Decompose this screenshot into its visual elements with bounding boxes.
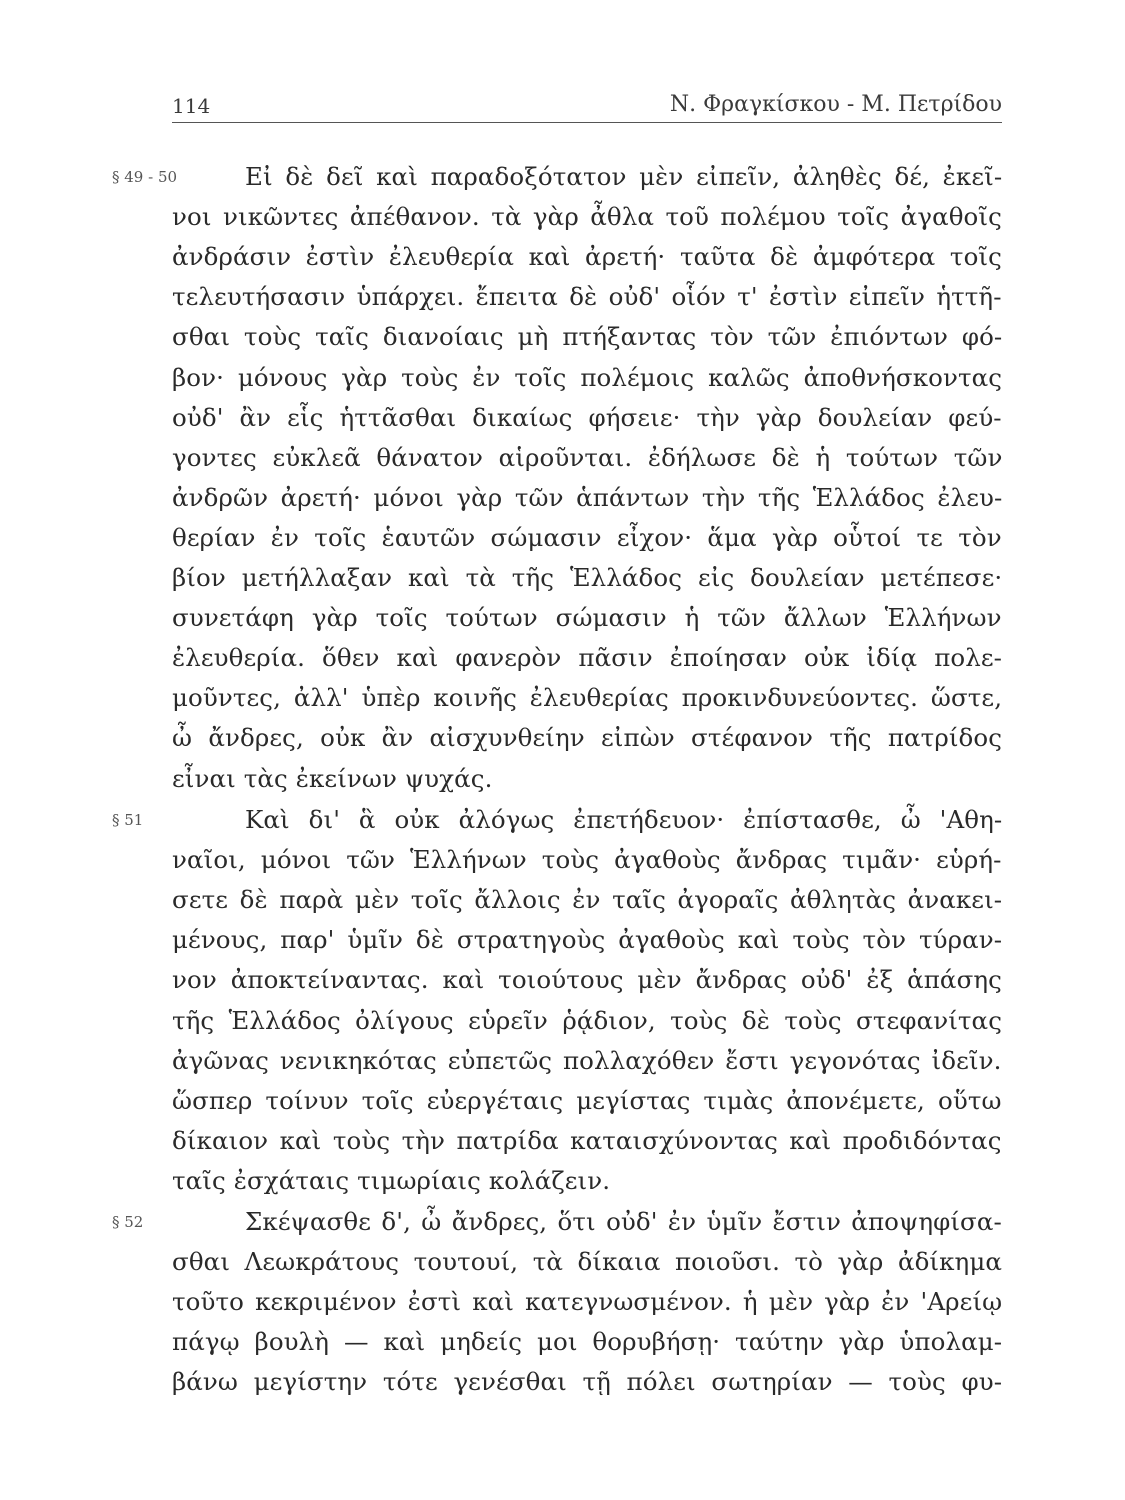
text-line: νον ἀποκτείναντας. καὶ τοιούτους μὲν ἄνδρας οὐδ' ἐξ ἁπάσης	[172, 965, 1002, 995]
section-marker: § 51	[112, 811, 144, 829]
text-line: τῆς Ἑλλάδος ὀλίγους εὑρεῖν ῥᾴδιον, τοὺς δὲ τοὺς στεφανίτας	[172, 1005, 1003, 1035]
text-line: γοντες εὐκλεᾶ θάνατον αἱροῦνται. ἐδήλωσε δὲ ἡ τούτων τῶν	[172, 442, 1003, 472]
text-line: Εἰ δὲ δεῖ καὶ παραδοξότατον μὲν εἰπεῖν, ἀληθὲς δέ, ἐκεῖ-	[245, 162, 1003, 191]
text-line: σθαι τοὺς ταῖς διανοίαις μὴ πτήξαντας τὸν τῶν ἐπιόντων φό-	[172, 322, 1003, 352]
text-line: Σκέψασθε δ', ὦ ἄνδρες, ὅτι οὐδ' ἐν ὑμῖν ἔστιν ἀποψηφίσα-	[245, 1207, 1002, 1236]
text-line: σετε δὲ παρὰ μὲν τοῖς ἄλλοις ἐν ταῖς ἀγοραῖς ἀθλητὰς ἀνακει-	[172, 885, 1003, 915]
text-line: ἀνδράσιν ἐστὶν ἐλευθερία καὶ ἀρετή· ταῦτα δὲ ἀμφότερα τοῖς	[172, 242, 1002, 272]
text-line: βίον μετήλλαξαν καὶ τὰ τῆς Ἑλλάδος εἰς δουλείαν μετέπεσε·	[172, 563, 1003, 592]
text-line: θερίαν ἐν τοῖς ἑαυτῶν σώμασιν εἶχον· ἅμα γὰρ οὗτοί τε τὸν	[172, 522, 1002, 552]
text-line: ἀνδρῶν ἀρετή· μόνοι γὰρ τῶν ἁπάντων τὴν τῆς Ἑλλάδος ἐλευ-	[172, 482, 1003, 512]
text-line: βάνω μεγίστην τότε γενέσθαι τῇ πόλει σωτηρίαν — τοὺς φυ-	[172, 1367, 1003, 1397]
text-line: μένους, παρ' ὑμῖν δὲ στρατηγοὺς ἀγαθοὺς καὶ τοὺς τὸν τύραν-	[172, 925, 1003, 955]
page-header	[172, 92, 1002, 123]
page-number: 114	[172, 94, 211, 118]
text-line: τελευτήσασιν ὑπάρχει. ἔπειτα δὲ οὐδ' οἷόν τ' ἐστὶν εἰπεῖν ἡττῆ-	[172, 282, 1002, 312]
text-line: νοι νικῶντες ἀπέθανον. τὰ γὰρ ἆθλα τοῦ πολέμου τοῖς ἀγαθοῖς	[172, 202, 1002, 232]
section-marker: § 52	[112, 1213, 144, 1231]
text-line: ἀγῶνας νενικηκότας εὐπετῶς πολλαχόθεν ἔστι γεγονότας ἰδεῖν.	[172, 1045, 1002, 1075]
text-line: Καὶ δι' ἃ οὐκ ἀλόγως ἐπετήδευον· ἐπίστασθε, ὦ 'Αθη-	[245, 805, 1003, 834]
text-line: οὐδ' ἂν εἷς ἡττᾶσθαι δικαίως φήσειε· τὴν γὰρ δουλείαν φεύ-	[172, 402, 1002, 432]
text-line: ναῖοι, μόνοι τῶν Ἑλλήνων τοὺς ἀγαθοὺς ἄνδρας τιμᾶν· εὑρή-	[172, 845, 1002, 875]
text-line: ἐλευθερία. ὅθεν καὶ φανερὸν πᾶσιν ἐποίησαν οὐκ ἰδίᾳ πολε-	[172, 643, 1003, 673]
text-line: συνετάφη γὰρ τοῖς τούτων σώμασιν ἡ τῶν ἄλλων Ἑλλήνων	[172, 603, 1002, 633]
text-line: βον· μόνους γὰρ τοὺς ἐν τοῖς πολέμοις καλῶς ἀποθνήσκοντας	[172, 362, 1003, 392]
section-marker: § 49 - 50	[112, 168, 178, 186]
text-line: ταῖς ἐσχάταις τιμωρίαις κολάζειν.	[172, 1165, 611, 1195]
running-head: Ν. Φραγκίσκου - Μ. Πετρίδου	[669, 92, 1002, 117]
text-line: δίκαιον καὶ τοὺς τὴν πατρίδα καταισχύνοντας καὶ προδιδόντας	[172, 1125, 1002, 1155]
text-line: ὥσπερ τοίνυν τοῖς εὐεργέταις μεγίστας τιμὰς ἀπονέμετε, οὕτω	[172, 1085, 1002, 1115]
text-line: εἶναι τὰς ἐκείνων ψυχάς.	[172, 763, 493, 793]
text-line: τοῦτο κεκριμένον ἐστὶ καὶ κατεγνωσμένον. ἡ μὲν γὰρ ἐν 'Αρείῳ	[172, 1287, 1003, 1317]
text-line: σθαι Λεωκράτους τουτουί, τὰ δίκαια ποιοῦσι. τὸ γὰρ ἀδίκημα	[172, 1247, 1002, 1277]
text-line: πάγῳ βουλὴ — καὶ μηδείς μοι θορυβήσῃ· ταύτην γὰρ ὑπολαμ-	[172, 1327, 1003, 1357]
text-line: ὦ ἄνδρες, οὐκ ἂν αἰσχυνθείην εἰπὼν στέφανον τῆς πατρίδος	[172, 723, 1003, 753]
text-line: μοῦντες, ἀλλ' ὑπὲρ κοινῆς ἐλευθερίας προκινδυνεύοντες. ὥστε,	[172, 683, 1003, 713]
